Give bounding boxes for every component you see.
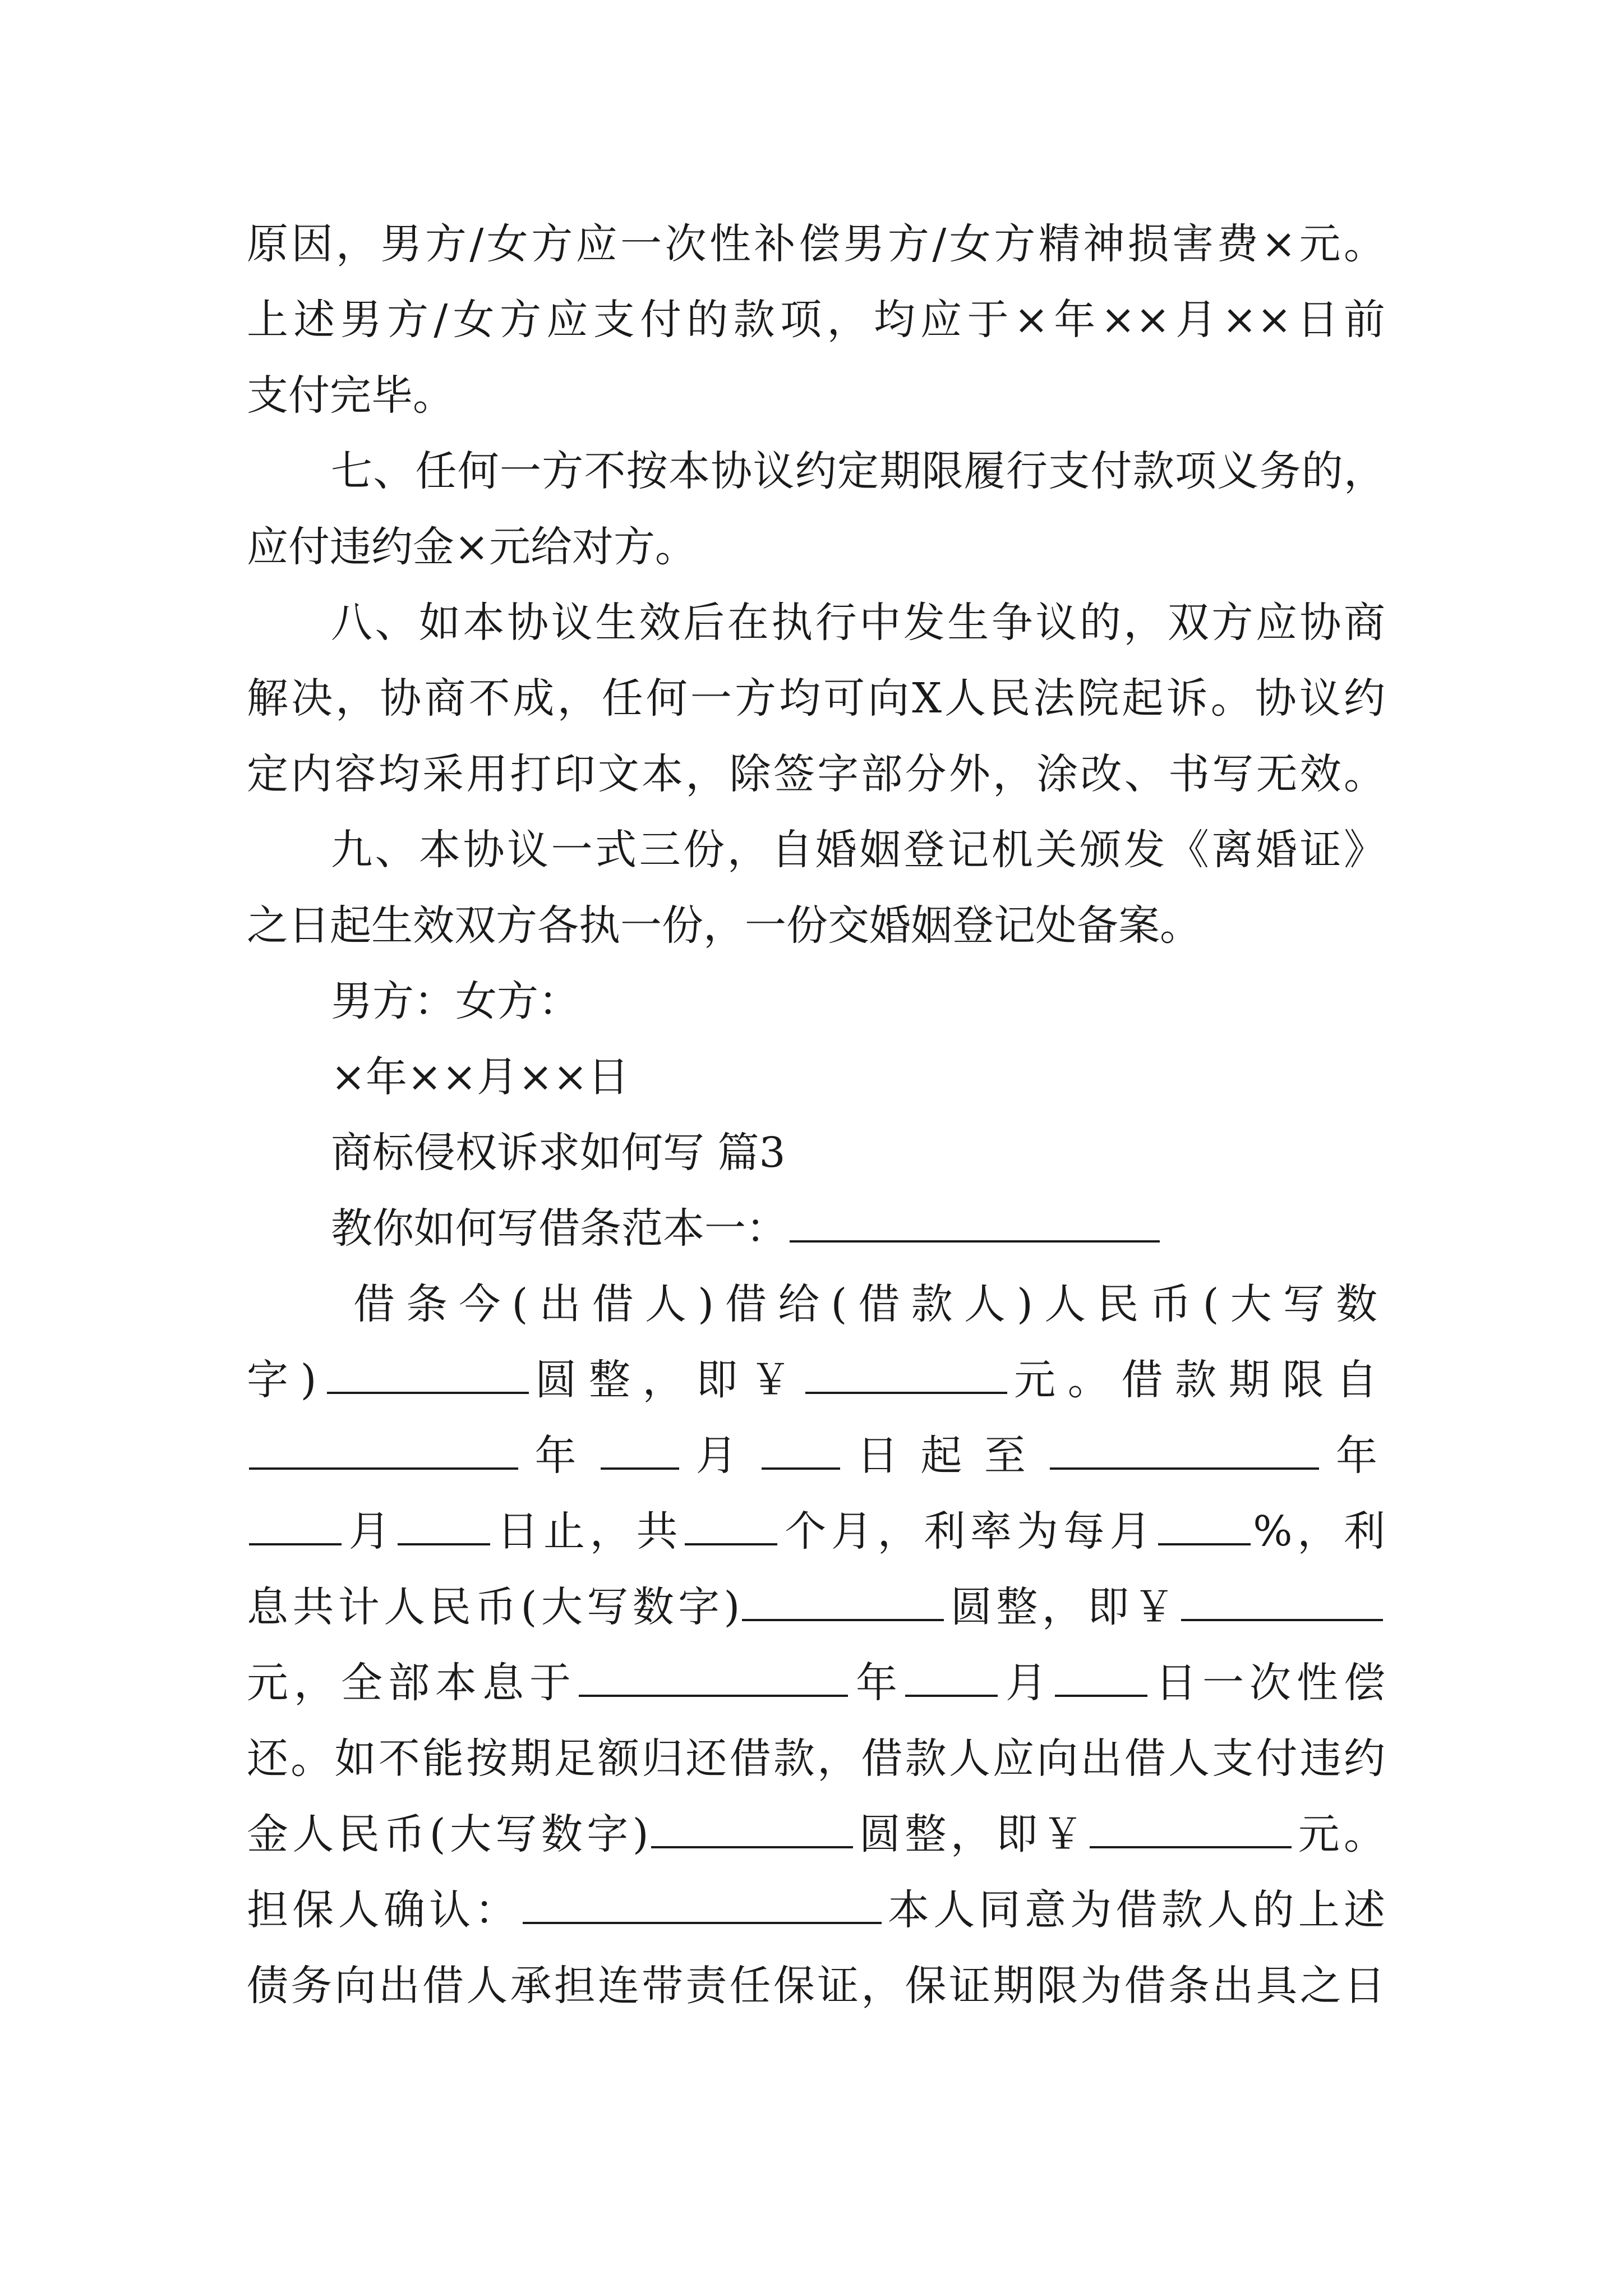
loan-text: 月 [681, 1432, 760, 1480]
paragraph-line: 之日起生效双方各执一份，一份交婚姻登记处备案。 [247, 901, 1201, 950]
loan-text: 字) [247, 1356, 325, 1404]
loan-line-10: 债务向出借人承担连带责任保证，保证期限为借条出具之日 [247, 1962, 1385, 2010]
blank-underline [762, 1430, 840, 1470]
loan-text: 日一次性偿 [1150, 1659, 1385, 1707]
blank-underline [685, 1506, 777, 1545]
blank-underline [601, 1430, 679, 1470]
signature-date: ×年××月××日 [331, 1053, 630, 1101]
loan-text: 元，全部本息于 [247, 1659, 577, 1707]
signature-parties: 男方：女方： [331, 977, 580, 1025]
loan-text: 月 [344, 1507, 395, 1556]
loan-text: 元。 [1294, 1810, 1385, 1858]
blank-underline [651, 1809, 853, 1848]
blank-underline [1090, 1809, 1292, 1848]
loan-text: 年 [850, 1659, 903, 1707]
loan-text: 圆整，即￥ [531, 1356, 804, 1404]
paragraph-line: 支付完毕。 [247, 371, 454, 420]
paragraph-line: 应付违约金×元给对方。 [247, 523, 697, 571]
loan-text: 个月，利率为每月 [780, 1507, 1156, 1556]
section-heading: 商标侵权诉求如何写 篇3 [331, 1129, 786, 1177]
loan-template-title [331, 1200, 1385, 1257]
loan-line-1: 借条今(出借人)借给(借款人)人民币(大写数 [353, 1280, 1385, 1328]
paragraph-line: 原因，男方/女方应一次性补偿男方/女方精神损害费×元。 [247, 220, 1385, 268]
loan-line-7: 还。如不能按期足额归还借款，借款人应向出借人支付违约 [247, 1734, 1385, 1783]
blank-underline [1055, 1658, 1147, 1697]
clause-seven-line: 七、任何一方不按本协议约定期限履行支付款项义务的， [331, 447, 1385, 495]
clause-eight-line: 八、如本协议生效后在执行中发生争议的，双方应协商 [331, 599, 1385, 647]
loan-text: %，利 [1253, 1507, 1385, 1556]
paragraph-line: 定内容均采用打印文本，除签字部分外，涂改、书写无效。 [247, 750, 1385, 798]
blank-underline [805, 1355, 1007, 1394]
loan-text: 年 [1321, 1432, 1385, 1480]
loan-text: 日起至 [842, 1432, 1048, 1480]
loan-text: 元。借款期限自 [1009, 1356, 1385, 1404]
loan-text: 担保人确认： [247, 1886, 520, 1934]
loan-text: 息共计人民币(大写数字) [247, 1583, 740, 1631]
blank-underline [523, 1885, 882, 1924]
loan-text: 圆整，即￥ [855, 1810, 1088, 1858]
clause-nine-line: 九、本协议一式三份，自婚姻登记机关颁发《离婚证》 [331, 826, 1385, 874]
blank-underline [249, 1506, 342, 1545]
blank-underline [742, 1582, 944, 1621]
paragraph-line: 上述男方/女方应支付的款项，均应于×年××月××日前 [247, 296, 1385, 344]
loan-line-4 [247, 1503, 1385, 1559]
loan-text: 金人民币(大写数字) [247, 1810, 649, 1858]
loan-line-8 [247, 1806, 1385, 1862]
blank-underline [1181, 1582, 1383, 1621]
loan-line-9 [247, 1882, 1385, 1938]
loan-line-5 [247, 1579, 1385, 1635]
loan-text: 本人同意为借款人的上述 [883, 1886, 1385, 1934]
loan-template-title-text: 教你如何写借条范本一： [331, 1204, 787, 1253]
blank-underline [905, 1658, 998, 1697]
blank-underline [327, 1355, 529, 1394]
loan-line-2 [247, 1352, 1385, 1408]
loan-line-3 [247, 1428, 1385, 1484]
blank-underline [1050, 1430, 1319, 1470]
paragraph-line: 解决，协商不成，任何一方均可向X人民法院起诉。协议约 [247, 674, 1385, 723]
loan-text: 日止，共 [492, 1507, 683, 1556]
loan-line-6 [247, 1655, 1385, 1711]
blank-underline [1158, 1506, 1251, 1545]
loan-text: 圆整，即￥ [946, 1583, 1179, 1631]
blank-underline [249, 1430, 518, 1470]
loan-text: 月 [1000, 1659, 1053, 1707]
loan-text: 年 [520, 1432, 599, 1480]
blank-underline [790, 1203, 1160, 1243]
blank-underline [579, 1658, 848, 1697]
blank-underline [398, 1506, 490, 1545]
